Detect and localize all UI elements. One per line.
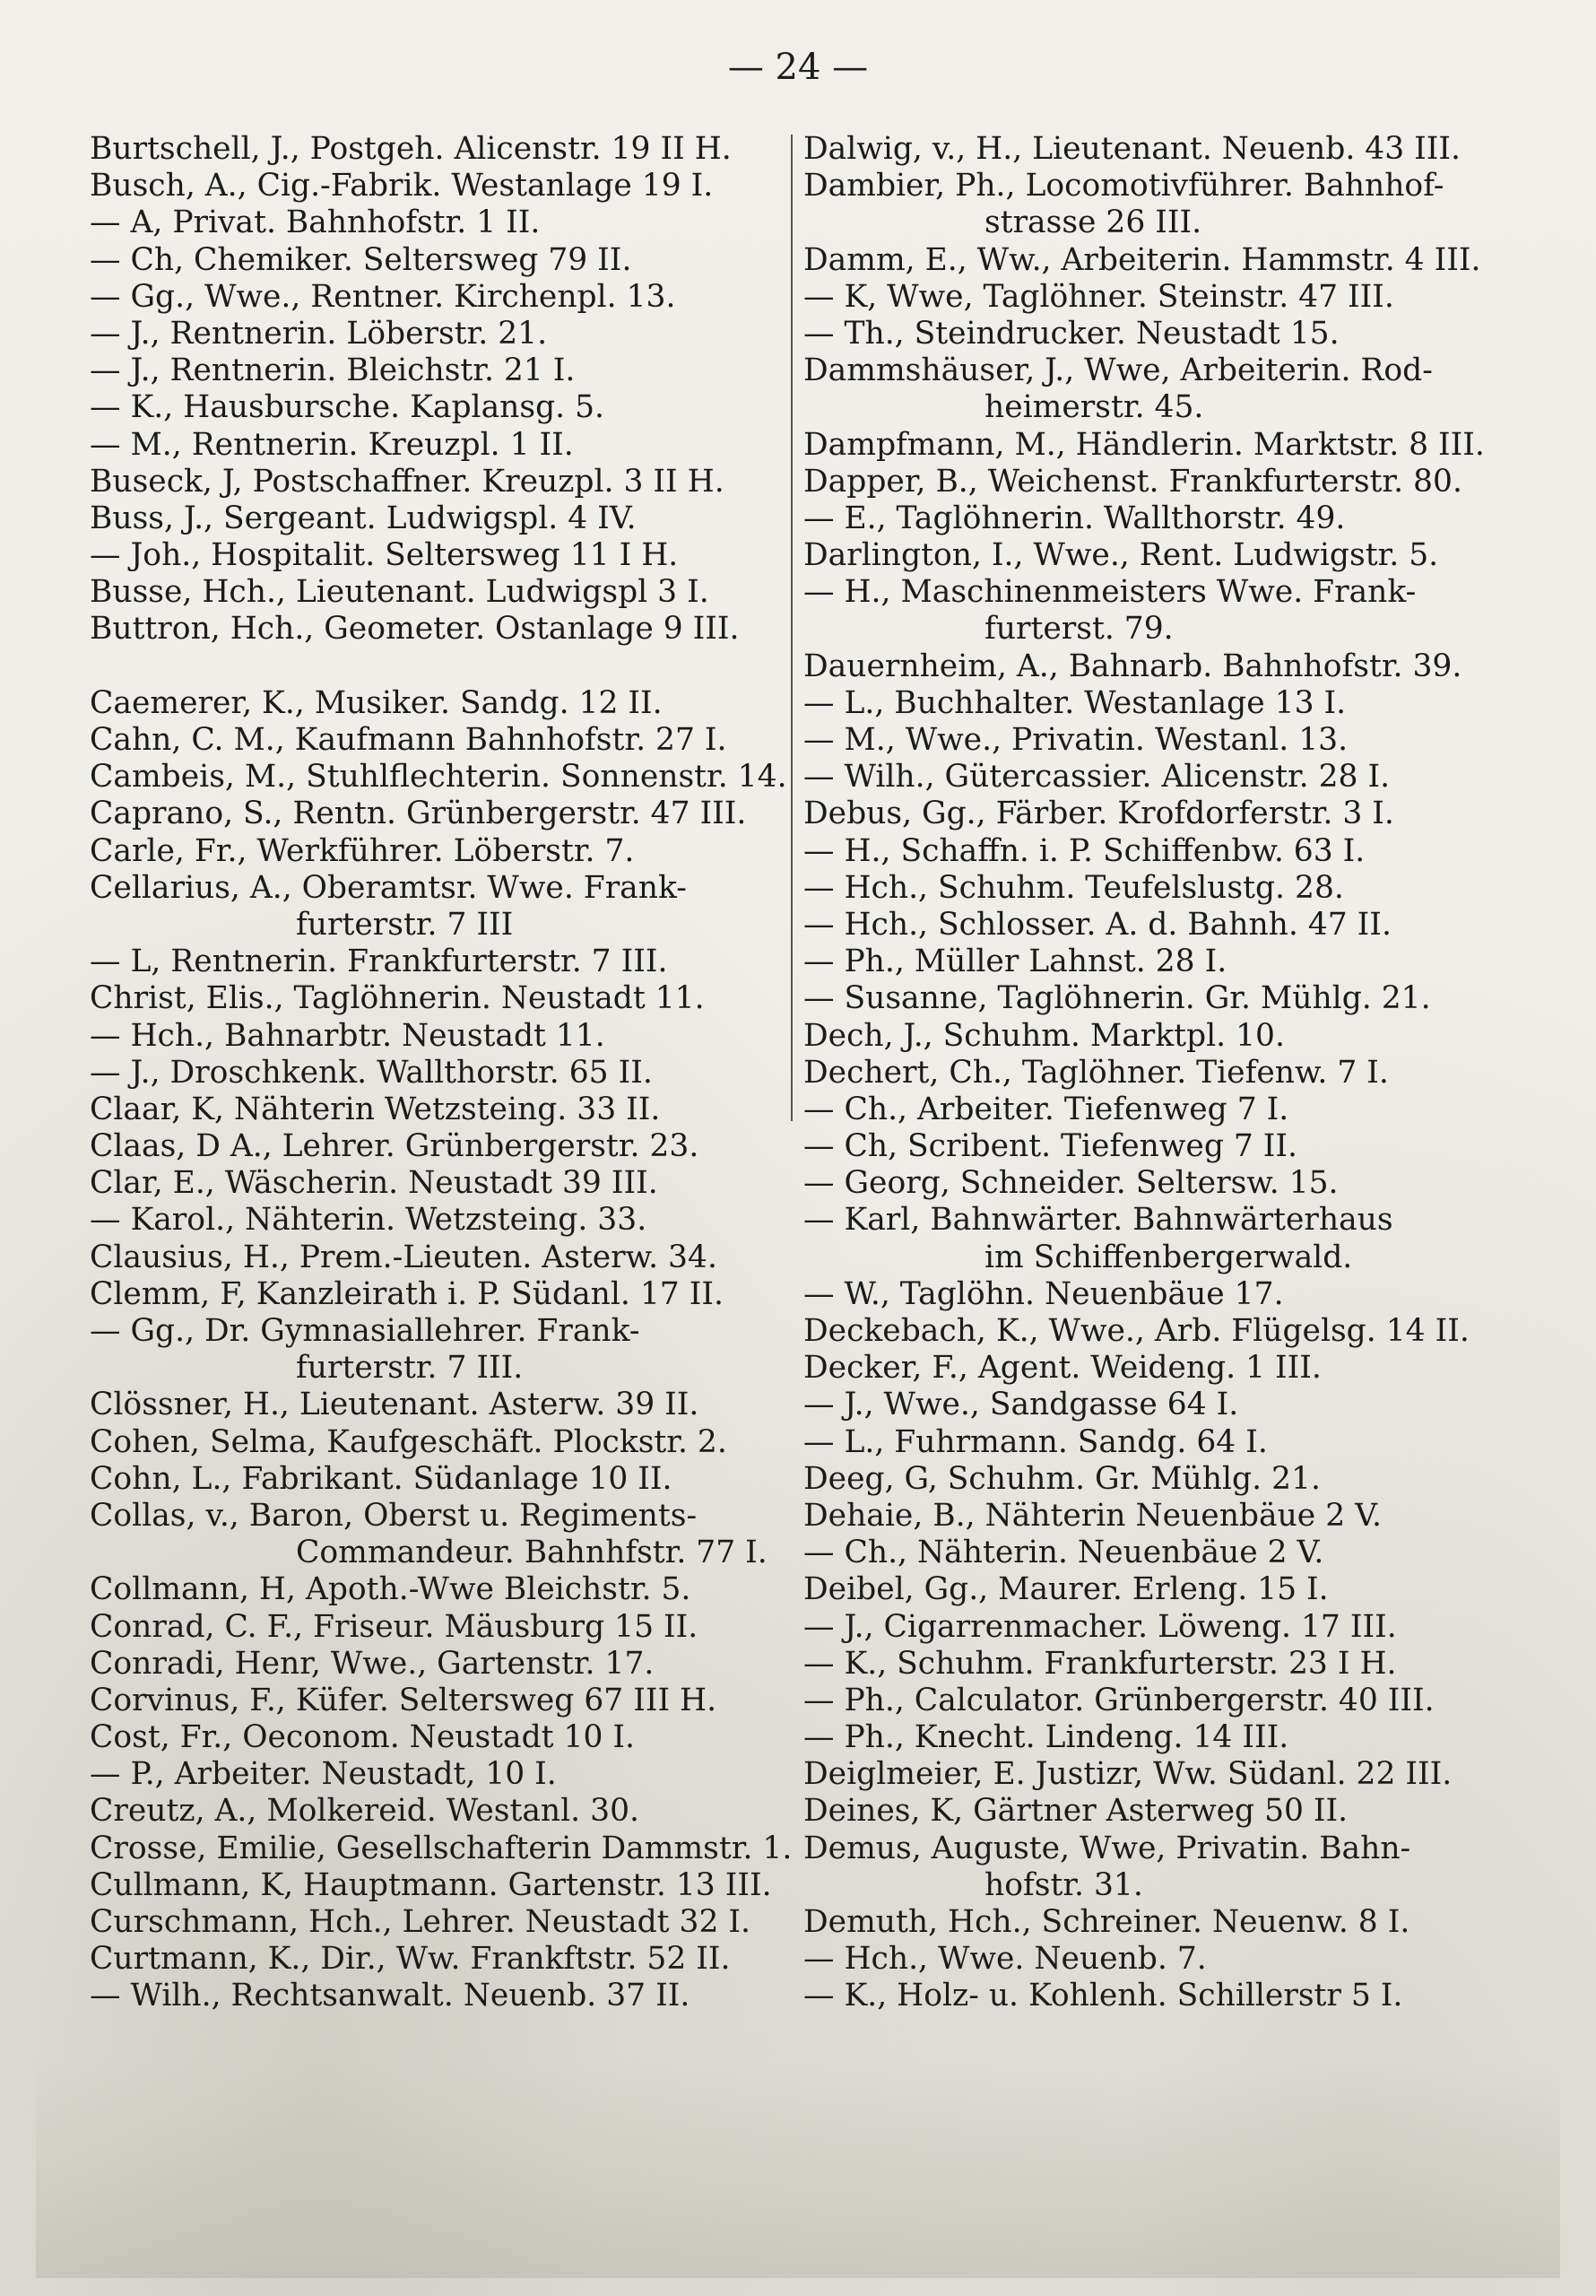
directory-entry: Dapper, B., Weichenst. Frankfurterstr. 80. <box>803 463 1462 500</box>
scan-smudge <box>36 2063 1560 2278</box>
directory-entry: Clar, E., Wäscherin. Neustadt 39 III. <box>90 1165 658 1202</box>
directory-entry: — Gg., Dr. Gymnasiallehrer. Frank- <box>90 1313 640 1349</box>
directory-entry: Buseck, J, Postschaffner. Kreuzpl. 3 II H. <box>90 463 724 500</box>
directory-entry-continuation: furterst. 79. <box>984 611 1174 648</box>
directory-entry: Clössner, H., Lieutenant. Asterw. 39 II. <box>90 1387 699 1423</box>
directory-entry: Cohen, Selma, Kaufgeschäft. Plockstr. 2. <box>90 1423 727 1460</box>
directory-entry: Dechert, Ch., Taglöhner. Tiefenw. 7 I. <box>803 1054 1389 1091</box>
directory-entry: — Th., Steindrucker. Neustadt 15. <box>803 315 1340 352</box>
directory-entry: — Wilh., Rechtsanwalt. Neuenb. 37 II. <box>90 1978 690 2014</box>
directory-entry: Deibel, Gg., Maurer. Erleng. 15 I. <box>803 1571 1329 1608</box>
directory-entry: Deines, K, Gärtner Asterweg 50 II. <box>803 1793 1349 1830</box>
directory-entry: Dalwig, v., H., Lieutenant. Neuenb. 43 III. <box>803 131 1461 167</box>
directory-entry: — M., Rentnerin. Kreuzpl. 1 II. <box>90 426 574 463</box>
directory-entry: Dampfmann, M., Händlerin. Marktstr. 8 III. <box>803 426 1485 463</box>
directory-entry: — Hch., Schlosser. A. d. Bahnh. 47 II. <box>803 906 1392 943</box>
directory-entry: — Susanne, Taglöhnerin. Gr. Mühlg. 21. <box>803 980 1431 1017</box>
directory-entry: — J., Wwe., Sandgasse 64 I. <box>803 1387 1239 1423</box>
section-gap <box>90 648 780 685</box>
directory-entry: Damm, E., Ww., Arbeiterin. Hammstr. 4 III. <box>803 241 1481 278</box>
directory-entry: — P., Arbeiter. Neustadt, 10 I. <box>90 1756 557 1793</box>
directory-entry: Debus, Gg., Färber. Krofdorferstr. 3 I. <box>803 796 1394 832</box>
directory-entry: — M., Wwe., Privatin. Westanl. 13. <box>803 722 1349 758</box>
directory-entry: Carle, Fr., Werkführer. Löberstr. 7. <box>90 832 635 869</box>
directory-entry: — J., Cigarrenmacher. Löweng. 17 III. <box>803 1608 1397 1645</box>
directory-entry: — W., Taglöhn. Neuenbäue 17. <box>803 1275 1284 1312</box>
directory-entry: Dambier, Ph., Locomotivführer. Bahnhof- <box>803 168 1444 204</box>
directory-entry: — H., Maschinenmeisters Wwe. Frank- <box>803 574 1417 611</box>
directory-entry: Conradi, Henr, Wwe., Gartenstr. 17. <box>90 1645 655 1682</box>
directory-entry: Buss, J., Sergeant. Ludwigspl. 4 IV. <box>90 500 637 536</box>
directory-entry: Dammshäuser, J., Wwe, Arbeiterin. Rod- <box>803 352 1433 389</box>
directory-entry: Caprano, S., Rentn. Grünbergerstr. 47 III. <box>90 796 747 832</box>
directory-entry: Demus, Auguste, Wwe, Privatin. Bahn- <box>803 1830 1411 1866</box>
directory-entry: — Ch, Chemiker. Seltersweg 79 II. <box>90 241 632 278</box>
directory-entry: Cohn, L., Fabrikant. Südanlage 10 II. <box>90 1460 672 1497</box>
directory-entry: Collmann, H, Apoth.-Wwe Bleichstr. 5. <box>90 1571 691 1608</box>
directory-entry: Deeg, G, Schuhm. Gr. Mühlg. 21. <box>803 1460 1321 1497</box>
directory-entry: — Ph., Müller Lahnst. 28 I. <box>803 944 1227 980</box>
page-number: — 24 — <box>727 47 869 88</box>
directory-entry: — Hch., Wwe. Neuenb. 7. <box>803 1941 1207 1978</box>
directory-entry: — Hch., Bahnarbtr. Neustadt 11. <box>90 1017 605 1054</box>
directory-entry: — J., Droschkenk. Wallthorstr. 65 II. <box>90 1054 653 1091</box>
directory-entry: — Ch., Nähterin. Neuenbäue 2 V. <box>803 1535 1324 1571</box>
directory-entry: — Karl, Bahnwärter. Bahnwärterhaus <box>803 1202 1393 1239</box>
directory-entry-continuation: hofstr. 31. <box>984 1866 1143 1903</box>
directory-entry: — L, Rentnerin. Frankfurterstr. 7 III. <box>90 944 668 980</box>
directory-entry: Conrad, C. F., Friseur. Mäusburg 15 II. <box>90 1608 698 1645</box>
directory-entry: Crosse, Emilie, Gesellschafterin Dammstr. 1. <box>90 1830 793 1866</box>
directory-entry: Claar, K, Nähterin Wetzsteing. 33 II. <box>90 1091 661 1127</box>
directory-entry: Demuth, Hch., Schreiner. Neuenw. 8 I. <box>803 1904 1410 1940</box>
directory-entry: — Ch, Scribent. Tiefenweg 7 II. <box>803 1128 1298 1165</box>
directory-entry: — Wilh., Gütercassier. Alicenstr. 28 I. <box>803 759 1391 796</box>
directory-entry: Dehaie, B., Nähterin Neuenbäue 2 V. <box>803 1497 1382 1534</box>
directory-entry: Dech, J., Schuhm. Marktpl. 10. <box>803 1017 1285 1054</box>
directory-entry-continuation: furterstr. 7 III <box>296 906 514 943</box>
left-column <box>90 131 793 2015</box>
directory-entry: Claas, D A., Lehrer. Grünbergerstr. 23. <box>90 1128 699 1165</box>
directory-entry: — Ch., Arbeiter. Tiefenweg 7 I. <box>803 1091 1289 1127</box>
directory-entry: Christ, Elis., Taglöhnerin. Neustadt 11. <box>90 980 705 1017</box>
directory-entry: Busse, Hch., Lieutenant. Ludwigspl 3 I. <box>90 574 709 611</box>
directory-entry-continuation: heimerstr. 45. <box>984 389 1204 426</box>
directory-entry-continuation: Commandeur. Bahnhfstr. 77 I. <box>296 1535 768 1571</box>
directory-entry: Cost, Fr., Oeconom. Neustadt 10 I. <box>90 1719 635 1756</box>
directory-entry-continuation: strasse 26 III. <box>984 204 1202 241</box>
directory-entry: — E., Taglöhnerin. Wallthorstr. 49. <box>803 500 1346 536</box>
directory-entry: Cellarius, A., Oberamtsr. Wwe. Frank- <box>90 869 687 906</box>
directory-entry: Clemm, F, Kanzleirath i. P. Südanl. 17 II. <box>90 1275 724 1312</box>
directory-entry: Curtmann, K., Dir., Ww. Frankftstr. 52 II. <box>90 1941 731 1978</box>
directory-entry: — Gg., Wwe., Rentner. Kirchenpl. 13. <box>90 278 676 315</box>
directory-entry: Buttron, Hch., Geometer. Ostanlage 9 III. <box>90 611 740 648</box>
directory-entry: — L., Buchhalter. Westanlage 13 I. <box>803 684 1347 721</box>
directory-entry: Burtschell, J., Postgeh. Alicenstr. 19 II H. <box>90 131 732 167</box>
directory-entry: — Ph., Calculator. Grünbergerstr. 40 III. <box>803 1682 1435 1718</box>
directory-entry: — Karol., Nähterin. Wetzsteing. 33. <box>90 1202 647 1239</box>
directory-entry: — K., Holz- u. Kohlenh. Schillerstr 5 I. <box>803 1978 1403 2014</box>
directory-entry: — Hch., Schuhm. Teufelslustg. 28. <box>803 869 1344 906</box>
directory-entry: Clausius, H., Prem.-Lieuten. Asterw. 34. <box>90 1239 717 1275</box>
directory-entry: Deiglmeier, E. Justizr, Ww. Südanl. 22 III. <box>803 1756 1453 1793</box>
directory-entry: Cambeis, M., Stuhlflechterin. Sonnenstr. 14. <box>90 759 787 796</box>
directory-entry: — L., Fuhrmann. Sandg. 64 I. <box>803 1423 1268 1460</box>
directory-entry: Darlington, I., Wwe., Rent. Ludwigstr. 5. <box>803 537 1439 574</box>
directory-entry: Cullmann, K, Hauptmann. Gartenstr. 13 III. <box>90 1866 772 1903</box>
directory-entry: — Ph., Knecht. Lindeng. 14 III. <box>803 1719 1289 1756</box>
right-column <box>803 131 1485 2015</box>
directory-entry: Cahn, C. M., Kaufmann Bahnhofstr. 27 I. <box>90 722 727 758</box>
directory-entry: Dauernheim, A., Bahnarb. Bahnhofstr. 39. <box>803 648 1462 684</box>
directory-entry: — K., Schuhm. Frankfurterstr. 23 I H. <box>803 1645 1397 1682</box>
directory-entry: Curschmann, Hch., Lehrer. Neustadt 32 I. <box>90 1904 750 1940</box>
directory-entry: Decker, F., Agent. Weideng. 1 III. <box>803 1350 1322 1387</box>
directory-entry-continuation: furterstr. 7 III. <box>296 1350 524 1387</box>
directory-entry: — Georg, Schneider. Seltersw. 15. <box>803 1165 1339 1202</box>
directory-entry: Caemerer, K., Musiker. Sandg. 12 II. <box>90 684 663 721</box>
directory-entry: — H., Schaffn. i. P. Schiffenbw. 63 I. <box>803 832 1366 869</box>
directory-entry: Corvinus, F., Küfer. Seltersweg 67 III H. <box>90 1682 717 1718</box>
directory-entry: — J., Rentnerin. Löberstr. 21. <box>90 315 548 352</box>
directory-entry: Deckebach, K., Wwe., Arb. Flügelsg. 14 II. <box>803 1313 1470 1349</box>
directory-entry: — A, Privat. Bahnhofstr. 1 II. <box>90 204 541 241</box>
directory-entry: Collas, v., Baron, Oberst u. Regiments- <box>90 1497 698 1534</box>
directory-entry-continuation: im Schiffenbergerwald. <box>984 1239 1353 1275</box>
directory-entry: Busch, A., Cig.-Fabrik. Westanlage 19 I. <box>90 168 714 204</box>
directory-entry: — K., Hausbursche. Kaplansg. 5. <box>90 389 605 426</box>
directory-entry: — Joh., Hospitalit. Seltersweg 11 I H. <box>90 537 679 574</box>
directory-entry: Creutz, A., Molkereid. Westanl. 30. <box>90 1793 639 1830</box>
directory-entry: — J., Rentnerin. Bleichstr. 21 I. <box>90 352 576 389</box>
column-divider <box>791 135 793 1121</box>
directory-entry: — K, Wwe, Taglöhner. Steinstr. 47 III. <box>803 278 1394 315</box>
